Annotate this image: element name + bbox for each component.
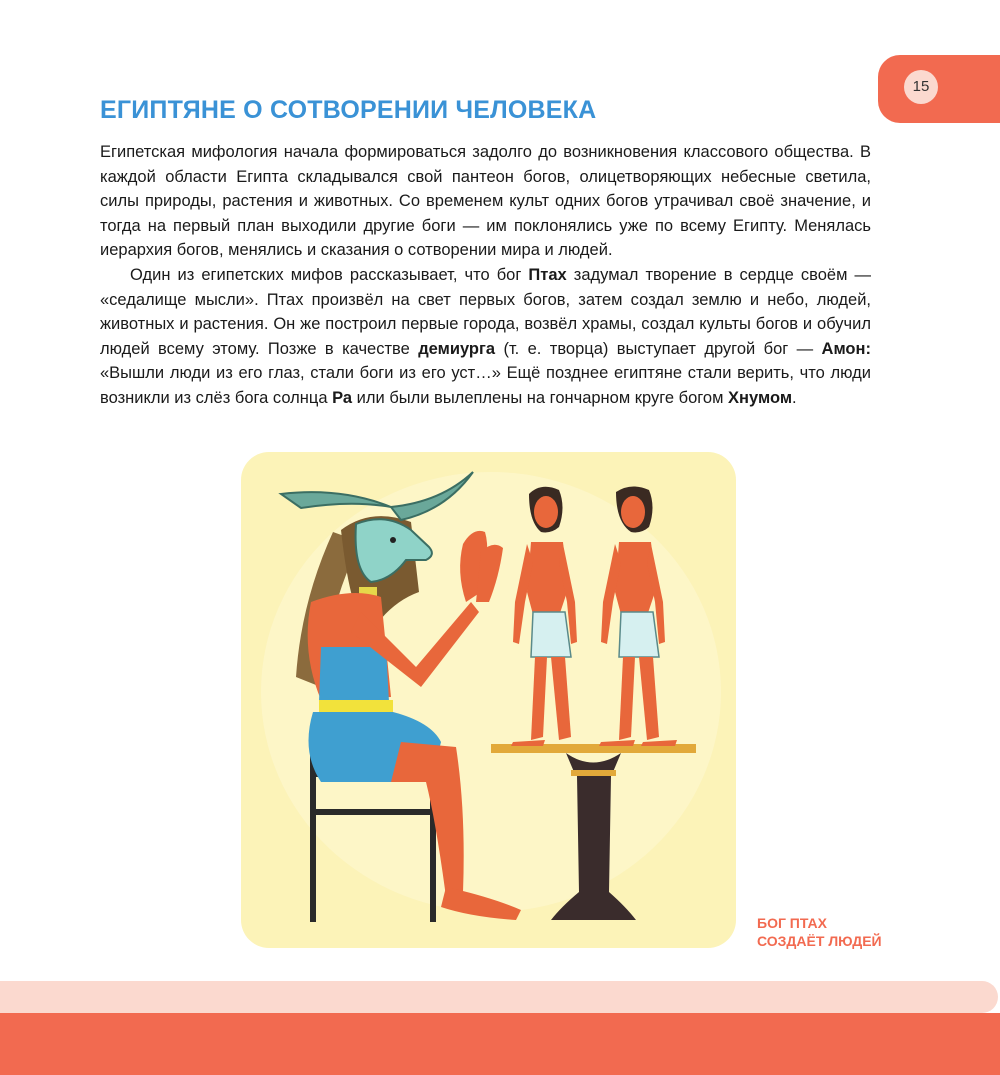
term-ptah: Птах	[528, 265, 567, 284]
text-run: или были вылеплены на гончарном круге богом	[352, 388, 729, 407]
page-number: 15	[904, 70, 938, 104]
paragraph-2	[100, 263, 871, 411]
term-demiurge: демиурга	[418, 339, 496, 358]
term-amon: Амон:	[821, 339, 871, 358]
illustration-caption	[757, 914, 917, 950]
text-run: задумал творение в сердце своём — «седалище мысли». Птах произвёл на свет первых богов, затем создал землю и небо, людей, животных и растения. Он же построил первые города, возвёл храмы, создал культы богов и обучил людей всему этому. Позже в качестве	[100, 265, 871, 358]
illustration	[241, 452, 736, 948]
body-text	[100, 140, 871, 411]
page-title: ЕГИПТЯНЕ О СОТВОРЕНИИ ЧЕЛОВЕКА	[100, 96, 597, 124]
footer-band-light	[0, 981, 998, 1013]
footer-band-dark	[0, 1013, 1000, 1075]
term-khnum: Хнумом	[728, 388, 793, 407]
text-run: .	[792, 388, 797, 407]
text-run: Один из египетских мифов рассказывает, что бог	[130, 265, 529, 284]
term-ra: Ра	[332, 388, 353, 407]
caption-line-2: СОЗДАЁТ ЛЮДЕЙ	[757, 933, 882, 949]
god-creating-people-illustration	[241, 452, 736, 948]
text-run: (т. е. творца) выступает другой бог —	[495, 339, 822, 358]
text-run: «Вышли люди из его глаз, стали боги из его уст…» Ещё позднее египтяне стали верить, что люди возникли из слёз бога солнца	[100, 364, 871, 407]
page-tab	[878, 55, 1000, 123]
caption-line-1: БОГ ПТАХ	[757, 915, 827, 931]
paragraph-1: Египетская мифология начала формироваться задолго до возникновения классового общества. В каждой области Египта складывался свой пантеон богов, олицетворяющих небесные светила, силы природы, растения и животных. Со временем культ одних богов утрачивал своё значение, и тогда на первый план выходили другие боги — им поклонялись уже по всему Египту. Менялась иерархия богов, менялись и сказания о сотворении мира и людей.	[100, 143, 871, 260]
